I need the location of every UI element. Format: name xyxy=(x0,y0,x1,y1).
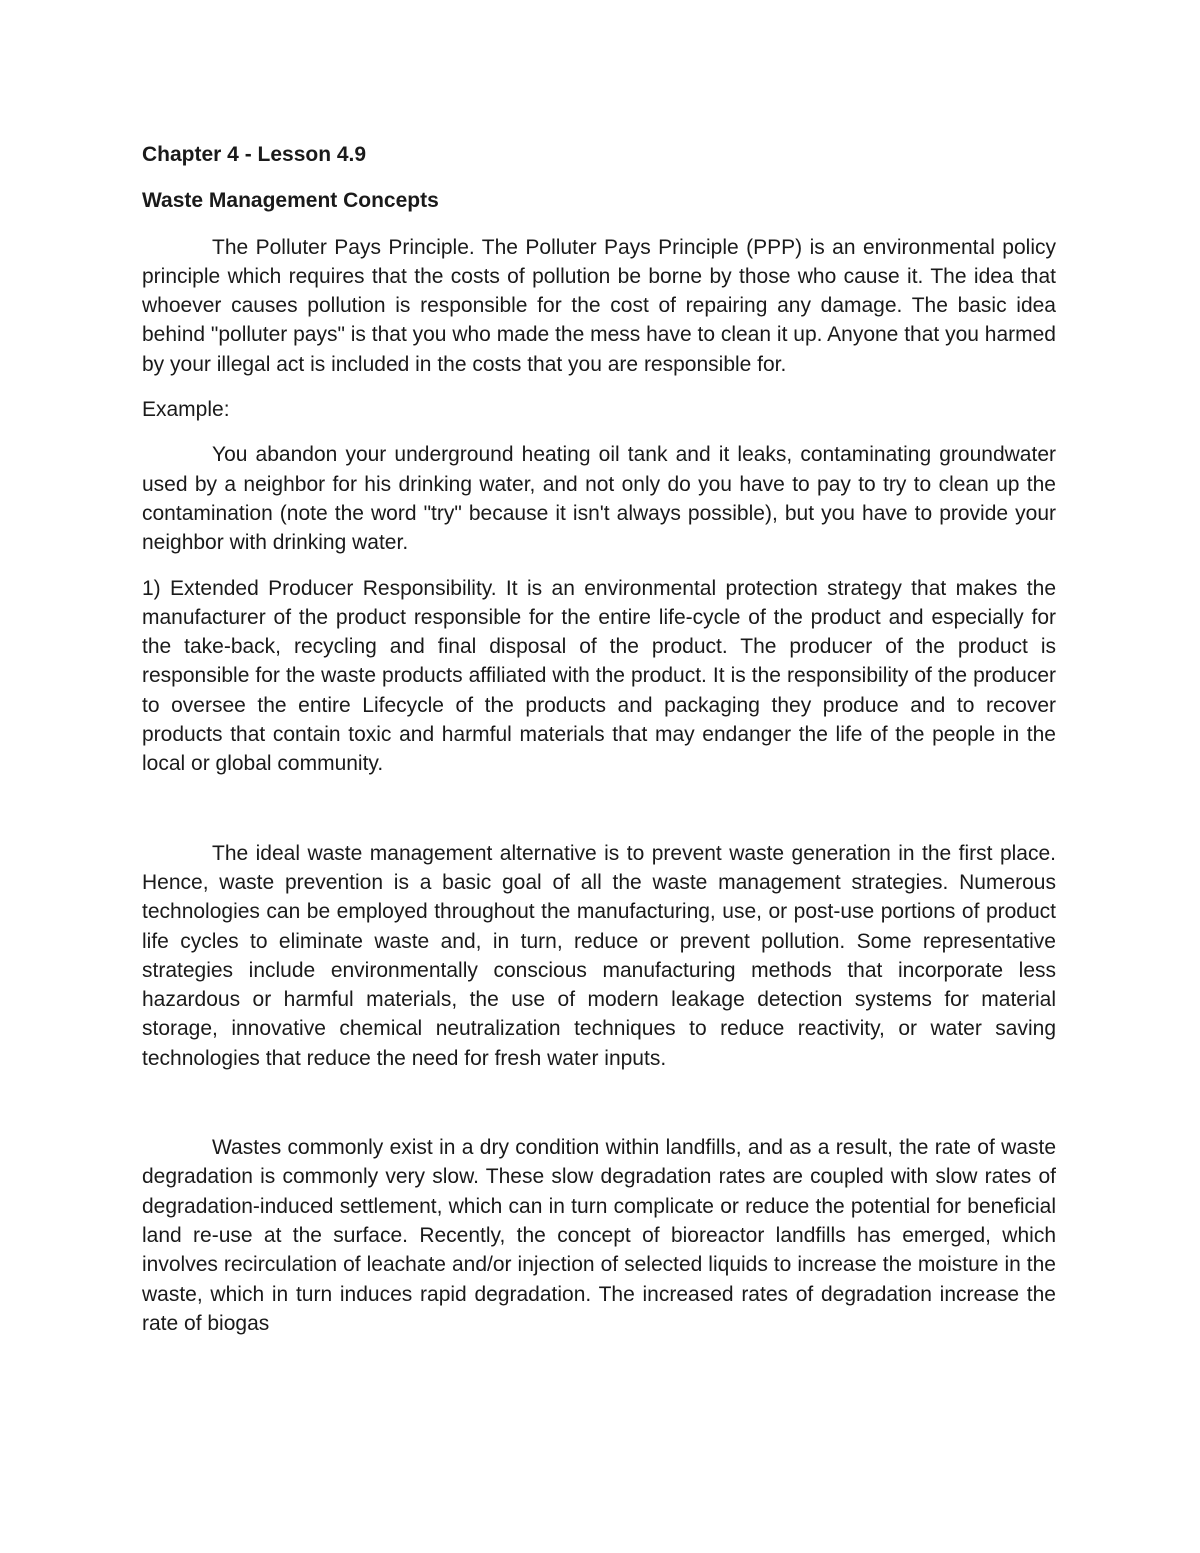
paragraph-waste-prevention: The ideal waste management alternative is to prevent waste generation in the first place. Hence, waste prevention is a basic goal of all the waste management strategies. Numerous technologies can be employed throughout the manufacturing, use, or post-use portions of product life cycles to eliminate waste and, in turn, reduce or prevent pollution. Some representative strategies include environmentally conscious manufacturing methods that incorporate less hazardous or harmful materials, the use of modern leakage detection systems for material storage, innovative chemical neutralization techniques to reduce reactivity, or water saving technologies that reduce the need for fresh water inputs. xyxy=(142,841,1056,1070)
paragraph-extended-producer-responsibility: 1) Extended Producer Responsibility. It is an environmental protection strategy that makes the manufacturer of the product responsible for the entire life-cycle of the product and especially for the take-back, recycling and final disposal of the product. The producer of the product is responsible for the waste products affiliated with the product. It is the responsibility of the producer to oversee the entire Lifecycle of the products and packaging they produce and to recover products that contain toxic and harmful materials that may endanger the life of the people in the local or global community. xyxy=(142,576,1056,776)
paragraph-example: You abandon your underground heating oil tank and it leaks, contaminating groundwater used by a neighbor for his drinking water, and not only do you have to pay to try to clean up the contamination (note the word "try" because it isn't always possible), but you have to provide your neighbor with drinking water. xyxy=(142,443,1056,555)
example-label: Example: xyxy=(142,398,230,422)
document-page xyxy=(142,140,1056,1338)
paragraph-bioreactor-landfills: Wastes commonly exist in a dry condition within landfills, and as a result, the rate of waste degradation is commonly very slow. These slow degradation rates are coupled with slow rates of degradation-induced settlement, which can in turn complicate or reduce the potential for beneficial land re-use at the surface. Recently, the concept of bioreactor landfills has emerged, which involves recirculation of leachate and/or injection of selected liquids to increase the moisture in the waste, which in turn induces rapid degradation. The increased rates of degradation increase the rate of biogas xyxy=(142,1136,1056,1335)
paragraph-polluter-pays: The Polluter Pays Principle. The Polluter Pays Principle (PPP) is an environmental policy principle which requires that the costs of pollution be borne by those who cause it. The idea that whoever causes pollution is responsible for the cost of repairing any damage. The basic idea behind "polluter pays" is that you who made the mess have to clean it up. Anyone that you harmed by your illegal act is included in the costs that you are responsible for. xyxy=(142,235,1056,376)
lesson-title: Waste Management Concepts xyxy=(142,189,439,213)
chapter-title: Chapter 4 - Lesson 4.9 xyxy=(142,143,367,166)
